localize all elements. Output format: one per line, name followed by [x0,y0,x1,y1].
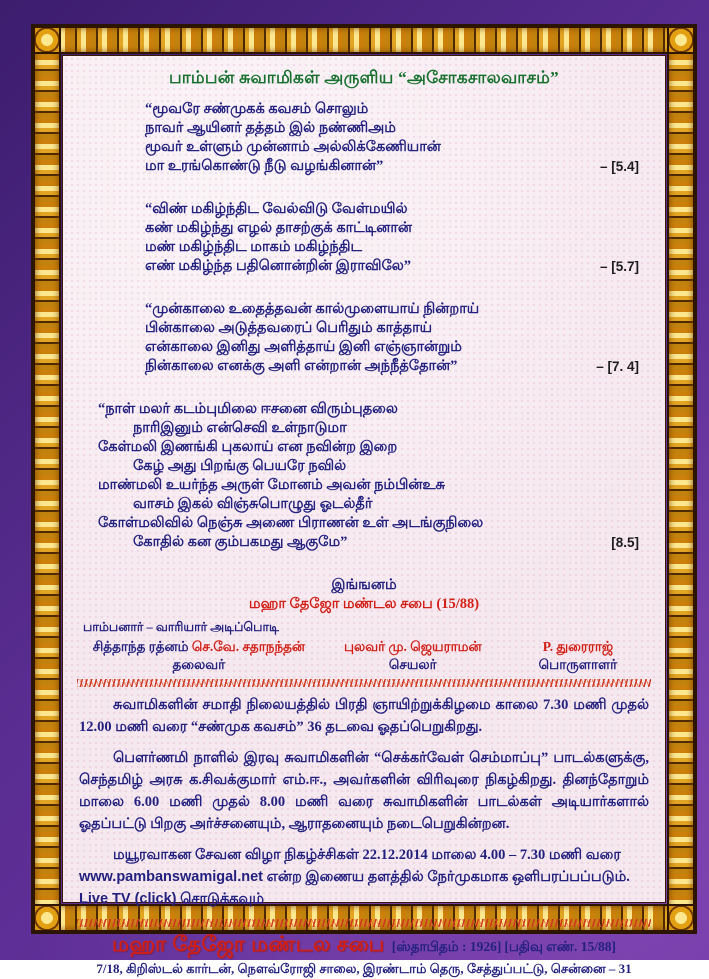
website-link[interactable]: www.pambanswamigal.net [79,869,263,885]
webcast-text-3: சொடுக்கவும் [176,891,265,907]
officer-column [503,638,653,674]
officer-name: P. துரைராஜ் [542,639,614,654]
ornamental-divider-bottom [77,919,651,927]
officer-role: தலைவர் [172,657,226,672]
paragraph-pournami-lecture: பௌர்ணமி நாளில் இரவு சுவாமிகளின் “செக்கர்வேள் செம்மாப்பு” பாடல்களுக்கு, செந்தமிழ் அரசு க.சிவக்குமார் எம்.ஈ., அவர்களின் விரிவுரை நிகழ்கிறது. தினந்தோறும் மாலை 6.00 மணி முதல் 8.00 மணி வரை சுவாமிகளின் பாடல்கள் அடியார்களால் ஓதப்பட்டு பிறகு அர்ச்சனையும், ஆராதனையும் நடைபெறுகின்றன. [79,750,649,832]
verse-line: கேழ் அது பிறங்கு பெயரே நவில் [133,458,347,474]
verse-line: “முன்காலை உதைத்தவன் கால்முளையாய் நின்றாய் [145,301,480,317]
officers-section [75,620,653,674]
verse-line: மூவர் உள்ளும் முன்னாம் அல்லிக்கேணியான் [145,139,441,155]
verse-5.7 [75,200,653,276]
verse-number: – [5.7] [599,259,639,274]
ornate-frame-right [667,26,695,932]
verse-number: [8.5] [611,535,639,550]
verse-line: கேள்மலி இணங்கி புகலாய் என நவின்ற இறை [98,439,398,455]
officer-name: செ.வே. சதாநந்தன் [191,639,305,654]
verse-number: – [5.4] [599,159,639,174]
frame-corner-bottom-left [33,904,61,932]
paragraph-kavasam-schedule: சுவாமிகளின் சமாதி நிலையத்தில் பிரதி ஞாயிற்றுக்கிழமை காலை 7.30 மணி முதல் 12.00 மணி வரை “சண்முக கவசம்” 36 தடவை ஓதப்பெறுகிறது. [79,697,649,735]
officer-title-prefix: சித்தாந்த ரத்னம் [92,639,192,654]
officer-role: பொருளாளர் [538,657,618,672]
footer-registration-number: [பதிவு எண். 15/88] [504,939,616,954]
verse-line: வாசம் இகல் விஞ்சுபொழுது ஓடல்தீர் [133,496,373,512]
page [62,55,666,976]
verse-line: கண் மகிழ்ந்து எழல் தாசற்குக் காட்டினான் [145,220,412,236]
verses-section [75,100,653,552]
ornate-frame-top [33,26,695,54]
verse-7.4 [75,300,653,376]
paragraph-webcast [79,844,649,910]
officer-name-line [75,638,323,656]
officer-name: புலவர் மு. ஜெயராமன் [343,639,482,654]
signoff-label: இங்ஙனம் [331,577,397,593]
officer-name-line [503,638,653,656]
live-tv-link[interactable]: Live TV (click) [79,891,177,907]
frame-corner-top-left [33,26,61,54]
footer [75,934,653,979]
officer-columns [75,638,653,674]
footer-established: [ஸ்தாபிதம் : 1926] [391,939,502,954]
officer-role: செயலர் [388,657,437,672]
signoff [75,576,653,614]
verse-line: கோள்மலிவில் நெஞ்சு அணை பிராணன் உள் அடங்குநிலை [98,515,484,531]
officer-column [75,638,323,674]
frame-corner-top-right [667,26,695,54]
signoff-organization: மஹா தேஜோ மண்டல சபை (15/88) [248,596,480,612]
ornamental-divider-top [77,679,651,687]
verse-line: மண் மகிழ்ந்திட மாகம் மகிழ்ந்திட [145,239,363,255]
webcast-text-1: மயூரவாகன சேவன விழா நிகழ்ச்சிகள் 22.12.2014 மாலை 4.00 – 7.30 மணி வரை [113,847,621,863]
officer-column [323,638,503,674]
ornate-frame-left [33,26,61,932]
verse-line: என்காலை இனிது அளித்தாய் இனி எஞ்ஞான்றும் [145,339,462,355]
verse-line: எண் மகிழ்ந்த பதினொன்றின் இராவிலே” [145,258,412,274]
verse-line: நாரிஇனும் என்செவி உள்நாடுமா [133,420,347,436]
page-title: பாம்பன் சுவாமிகள் அருளிய “அசோகசாலவாசம்” [169,68,559,87]
footer-organization-name: மஹா தேஜோ மண்டல சபை [112,932,385,956]
verse-line: மா உரங்கொண்டு நீடு வழங்கினான்” [145,158,384,174]
verse-line: நின்காலை எனக்கு அளி என்றான் அந்நீத்தோன்” [145,358,458,374]
verse-number: – [7. 4] [596,359,639,374]
verse-8.5 [75,400,653,552]
webcast-text-2: என்ற இணைய தளத்தில் நேர்முகமாக ஒளிபரப்பப்படும். [262,869,630,885]
officer-name-line [323,638,503,656]
verse-line: மாண்மலி உயர்ந்த அருள் மோனம் அவன் நம்பின்உசு [98,477,445,493]
officers-note: பாம்பனார் – வாரியார் அடிப்பொடி [83,620,279,634]
verse-line: நாவர் ஆயினர் தத்தம் இல் நண்ணிஅம் [145,120,396,136]
verse-line: “விண் மகிழ்ந்திட வேல்விடு வேள்மயில் [145,201,408,217]
footer-address: 7/18, கிறிஸ்டல் கார்டன், நௌவ்ரோஜி சாலை, இரண்டாம் தெரு, சேத்துப்பட்டு, சென்னை – 31 [96,961,632,976]
frame-corner-bottom-right [667,904,695,932]
verse-line: “மூவரே சண்முகக் கவசம் சொலும் [145,101,369,117]
verse-line: கோதில் கன கும்பகமது ஆகுமே” [133,534,348,550]
verse-line: பின்காலை அடுத்தவரைப் பெரிதும் காத்தாய் [145,320,433,336]
verse-5.4 [75,100,653,176]
verse-line: “நாள் மலர் கடம்புமிலை ஈசனை விரும்புதலை [98,401,398,417]
